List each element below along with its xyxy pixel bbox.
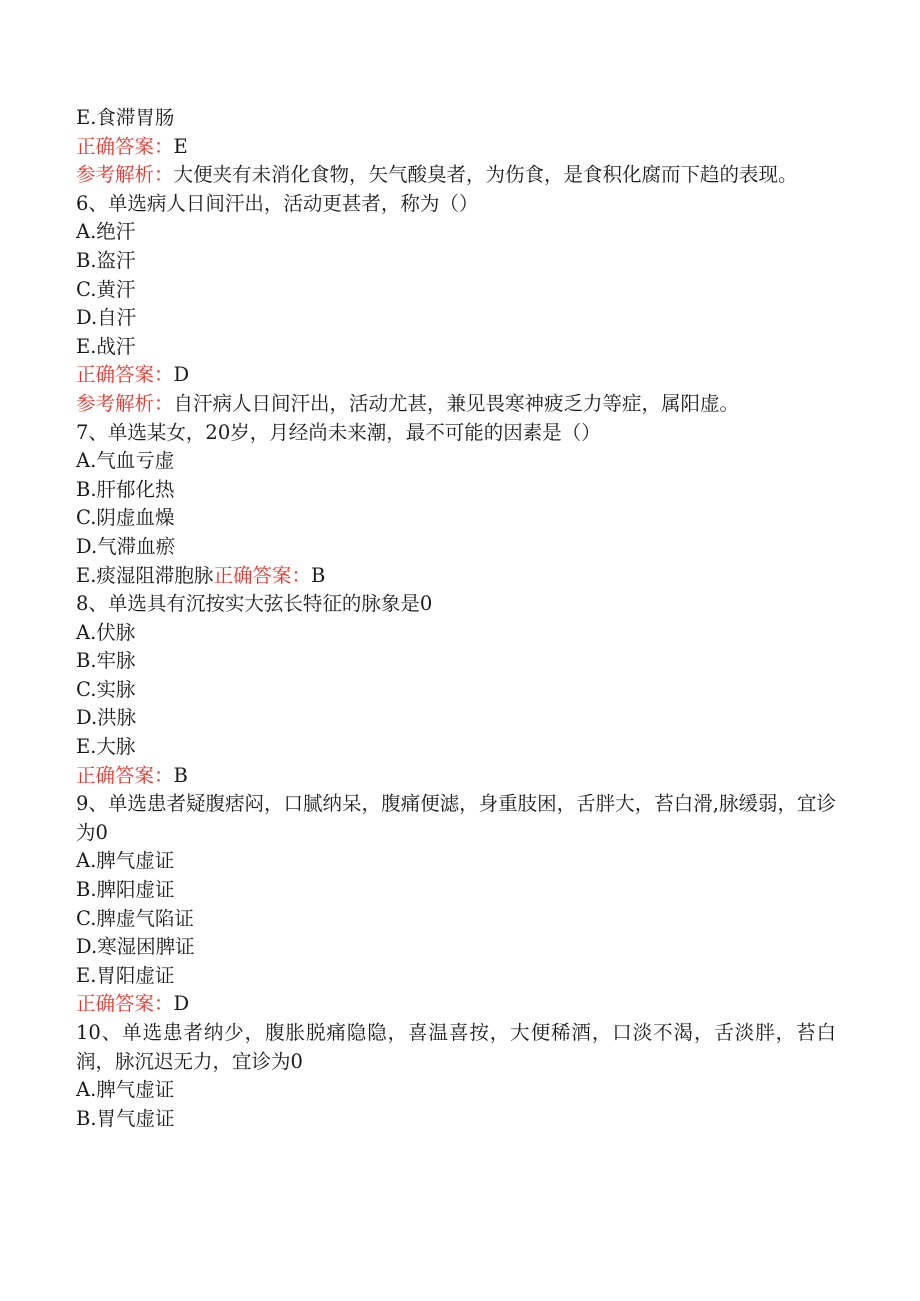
answer-label: 正确答案： bbox=[76, 992, 174, 1016]
answer-value: B bbox=[310, 563, 326, 587]
analysis-label: 参考解析： bbox=[76, 163, 174, 187]
q5-answer bbox=[76, 133, 836, 162]
q10-stem: 10、单选患者纳少，腹胀脱痛隐隐，喜温喜按，大便稀酒，口淡不渴，舌淡胖，苔白润，脉沉迟无力，宜诊为0 bbox=[76, 1021, 836, 1073]
answer-label: 正确答案： bbox=[213, 563, 311, 587]
q7-option-b: B.肝郁化热 bbox=[76, 477, 175, 501]
q9-option-c: C.脾虚气陷证 bbox=[76, 906, 194, 930]
q6-option-e: E.战汗 bbox=[76, 334, 136, 358]
analysis-text: 自汗病人日间汗出，活动尤甚，兼见畏寒神疲乏力等症，属阳虚。 bbox=[173, 391, 740, 415]
q6-option-a: A.绝汗 bbox=[76, 220, 136, 244]
answer-label: 正确答案： bbox=[76, 763, 174, 787]
answer-value: B bbox=[173, 763, 188, 787]
answer-value: E bbox=[173, 134, 188, 158]
document-page bbox=[76, 104, 836, 1133]
q6-stem: 6、单选病人日间汗出，活动更甚者，称为（） bbox=[76, 191, 479, 215]
q9-option-a: A.脾气虚证 bbox=[76, 849, 175, 873]
q9-option-d: D.寒湿困脾证 bbox=[76, 935, 195, 959]
q10-option-a: A.脾气虚证 bbox=[76, 1078, 175, 1102]
answer-value: D bbox=[173, 992, 190, 1016]
q8-option-e: E.大脉 bbox=[76, 735, 136, 759]
q6-answer bbox=[76, 361, 836, 390]
q10-option-b: B.胃气虚证 bbox=[76, 1106, 175, 1130]
answer-value: D bbox=[173, 363, 190, 387]
q9-answer bbox=[76, 990, 836, 1019]
q7-option-e: E.痰湿阻滞胞脉 bbox=[76, 563, 214, 587]
q6-option-c: C.黄汗 bbox=[76, 277, 136, 301]
q8-option-a: A.伏脉 bbox=[76, 620, 136, 644]
q6-option-d: D.自汗 bbox=[76, 306, 137, 330]
q8-option-d: D.洪脉 bbox=[76, 706, 137, 730]
q7-option-e-with-answer bbox=[76, 562, 836, 591]
q8-option-b: B.牢脉 bbox=[76, 649, 136, 673]
q5-option-e: E.食滞胃肠 bbox=[76, 106, 175, 129]
q8-answer bbox=[76, 762, 836, 791]
q8-stem: 8、单选具有沉按实大弦长特征的脉象是0 bbox=[76, 592, 433, 616]
q7-option-d: D.气滞血瘀 bbox=[76, 534, 176, 558]
q9-stem: 9、单选患者疑腹痞闷，口腻纳呆，腹痛便滤，身重肢困，舌胖大，苔白滑,脉缓弱，宜诊为0 bbox=[76, 792, 836, 844]
q6-analysis bbox=[76, 390, 836, 419]
q9-option-b: B.脾阳虚证 bbox=[76, 878, 175, 902]
q9-option-e: E.胃阳虚证 bbox=[76, 963, 175, 987]
analysis-text: 大便夹有未消化食物，矢气酸臭者，为伤食，是食积化腐而下趋的表现。 bbox=[173, 163, 798, 187]
q7-option-a: A.气血亏虚 bbox=[76, 449, 175, 473]
answer-label: 正确答案： bbox=[76, 134, 174, 158]
q5-analysis bbox=[76, 161, 836, 190]
q8-option-c: C.实脉 bbox=[76, 677, 136, 701]
analysis-label: 参考解析： bbox=[76, 391, 174, 415]
q7-stem: 7、单选某女，20岁，月经尚未来潮，最不可能的因素是（） bbox=[76, 420, 601, 444]
answer-label: 正确答案： bbox=[76, 363, 174, 387]
q6-option-b: B.盗汗 bbox=[76, 248, 136, 272]
q7-option-c: C.阴虚血燥 bbox=[76, 506, 175, 530]
